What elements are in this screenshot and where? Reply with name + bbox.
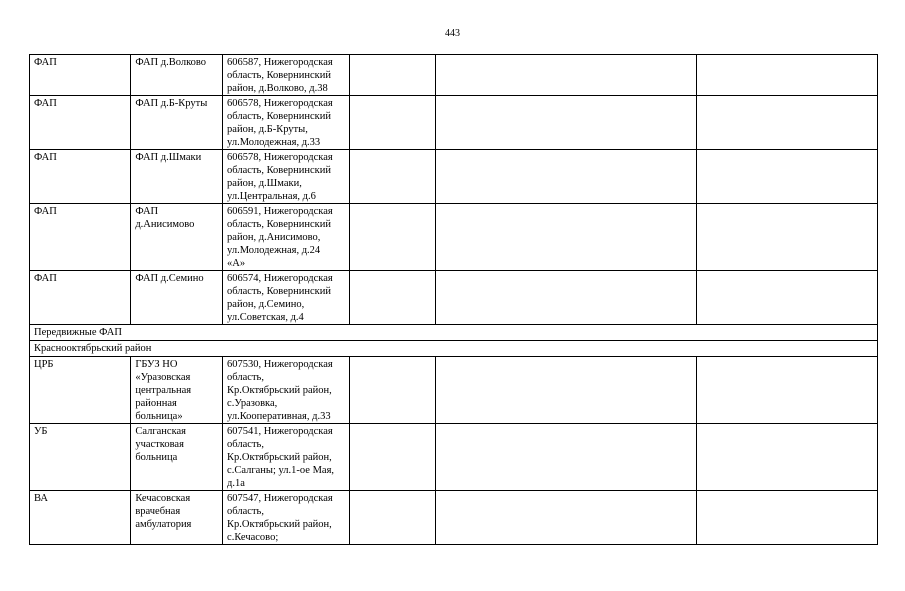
facility-address-line: район, д.Семино, [227, 299, 305, 310]
facility-address-line: с.Кечасово; [227, 532, 279, 543]
facility-type-cell: ФАП [30, 55, 131, 96]
facility-name-line: ФАП д.Шмаки [135, 152, 202, 163]
facility-address-line: ул.Советская, д.4 [227, 312, 304, 323]
empty-cell [696, 96, 877, 150]
facility-name-line: Кечасовская [135, 493, 191, 504]
table-row [30, 150, 878, 204]
empty-cell [436, 491, 696, 545]
facility-name-line: врачебная [135, 506, 181, 517]
facility-address-cell [223, 424, 350, 491]
section-row-district [30, 341, 878, 357]
empty-cell [436, 150, 696, 204]
facility-address-line: ул.Кооперативная, д.33 [227, 411, 331, 422]
empty-cell [696, 55, 877, 96]
empty-cell [436, 55, 696, 96]
facility-name-line: ФАП д.Б-Круты [135, 98, 208, 109]
facility-name-cell [131, 150, 223, 204]
table-body-bottom [30, 357, 878, 545]
facility-type-cell: ВА [30, 491, 131, 545]
facility-address-cell [223, 271, 350, 325]
empty-cell [349, 491, 435, 545]
table-row [30, 55, 878, 96]
facility-address-line: 606587, Нижегородская [227, 57, 333, 68]
facility-address-line: область, [227, 506, 264, 517]
empty-cell [349, 96, 435, 150]
table-row [30, 271, 878, 325]
table-row [30, 96, 878, 150]
facility-type-cell: ЦРБ [30, 357, 131, 424]
facility-address-line: область, [227, 372, 264, 383]
empty-cell [436, 271, 696, 325]
facility-address-cell [223, 150, 350, 204]
facility-name-line: Салганская [135, 426, 187, 437]
facility-name-line: ФАП [135, 206, 159, 217]
facility-type-cell: УБ [30, 424, 131, 491]
facility-name-cell [131, 204, 223, 271]
empty-cell [696, 357, 877, 424]
facility-address-line: Кр.Октябрьский район, [227, 452, 332, 463]
facility-address-line: район, д.Волково, д.38 [227, 83, 328, 94]
facility-address-line: с.Салганы; ул.1-ое Мая, [227, 465, 335, 476]
table-row [30, 491, 878, 545]
facility-name-cell [131, 491, 223, 545]
empty-cell [436, 357, 696, 424]
facility-type-cell: ФАП [30, 96, 131, 150]
facility-type-cell: ФАП [30, 271, 131, 325]
facility-address-cell [223, 204, 350, 271]
table-row [30, 424, 878, 491]
facility-address-line: ул.Центральная, д.6 [227, 191, 316, 202]
empty-cell [349, 55, 435, 96]
facility-address-line: Кр.Октябрьский район, [227, 385, 332, 396]
facility-address-line: область, Ковернинский [227, 165, 331, 176]
facility-address-line: ул.Молодежная, д.24 [227, 245, 321, 256]
empty-cell [696, 271, 877, 325]
facility-address-line: «А» [227, 258, 246, 269]
facility-name-line: районная [135, 398, 177, 409]
facility-name-line: центральная [135, 385, 192, 396]
empty-cell [696, 204, 877, 271]
facility-address-cell [223, 491, 350, 545]
empty-cell [696, 424, 877, 491]
section-district: Краснооктябрьский район [30, 341, 878, 357]
facility-name-cell [131, 271, 223, 325]
table-row [30, 357, 878, 424]
facility-address-line: ул.Молодежная, д.33 [227, 137, 321, 148]
empty-cell [436, 424, 696, 491]
facility-address-line: область, Ковернинский [227, 70, 331, 81]
facility-name-line: больница [135, 452, 178, 463]
facility-name-line: д.Анисимово [135, 219, 195, 230]
empty-cell [349, 424, 435, 491]
table-body-top [30, 55, 878, 325]
facility-address-line: область, Ковернинский [227, 219, 331, 230]
facility-address-line: 606578, Нижегородская [227, 152, 333, 163]
facility-address-line: 606578, Нижегородская [227, 98, 333, 109]
facility-name-cell [131, 424, 223, 491]
facility-type-cell: ФАП [30, 150, 131, 204]
empty-cell [349, 204, 435, 271]
facility-address-line: область, [227, 439, 264, 450]
facility-address-line: район, д.Б-Круты, [227, 124, 308, 135]
empty-cell [696, 150, 877, 204]
facility-address-line: 607530, Нижегородская [227, 359, 333, 370]
facility-address-line: Кр.Октябрьский район, [227, 519, 332, 530]
facility-name-line: участковая [135, 439, 184, 450]
facility-address-line: район, д.Шмаки, [227, 178, 302, 189]
facility-type-cell: ФАП [30, 204, 131, 271]
facility-address-line: область, Ковернинский [227, 111, 331, 122]
page-number: 443 [445, 28, 460, 39]
empty-cell [436, 96, 696, 150]
facility-address-line: 607541, Нижегородская [227, 426, 333, 437]
facilities-table [29, 54, 878, 545]
section-row-mobile [30, 325, 878, 341]
empty-cell [436, 204, 696, 271]
facility-name-line: ГБУЗ НО [135, 359, 178, 370]
facility-name-line: ФАП д.Семино [135, 273, 204, 284]
facility-address-line: 606591, Нижегородская [227, 206, 333, 217]
facility-address-line: д.1а [227, 478, 245, 489]
facility-name-line: амбулатория [135, 519, 192, 530]
empty-cell [696, 491, 877, 545]
facility-address-line: 606574, Нижегородская [227, 273, 333, 284]
facility-address-line: район, д.Анисимово, [227, 232, 321, 243]
facility-name-line: ФАП д.Волково [135, 57, 207, 68]
empty-cell [349, 271, 435, 325]
section-mobile-fap: Передвижные ФАП [30, 325, 878, 341]
table-row [30, 204, 878, 271]
facility-name-line: «Уразовская [135, 372, 191, 383]
table-body-sections [30, 325, 878, 357]
empty-cell [349, 150, 435, 204]
facility-name-cell [131, 96, 223, 150]
empty-cell [349, 357, 435, 424]
facility-address-line: с.Уразовка, [227, 398, 278, 409]
facility-address-line: область, Ковернинский [227, 286, 331, 297]
facility-name-line: больница» [135, 411, 183, 422]
facility-address-cell [223, 96, 350, 150]
facility-address-line: 607547, Нижегородская [227, 493, 333, 504]
facility-name-cell [131, 55, 223, 96]
facility-address-cell [223, 357, 350, 424]
facility-name-cell [131, 357, 223, 424]
facility-address-cell [223, 55, 350, 96]
